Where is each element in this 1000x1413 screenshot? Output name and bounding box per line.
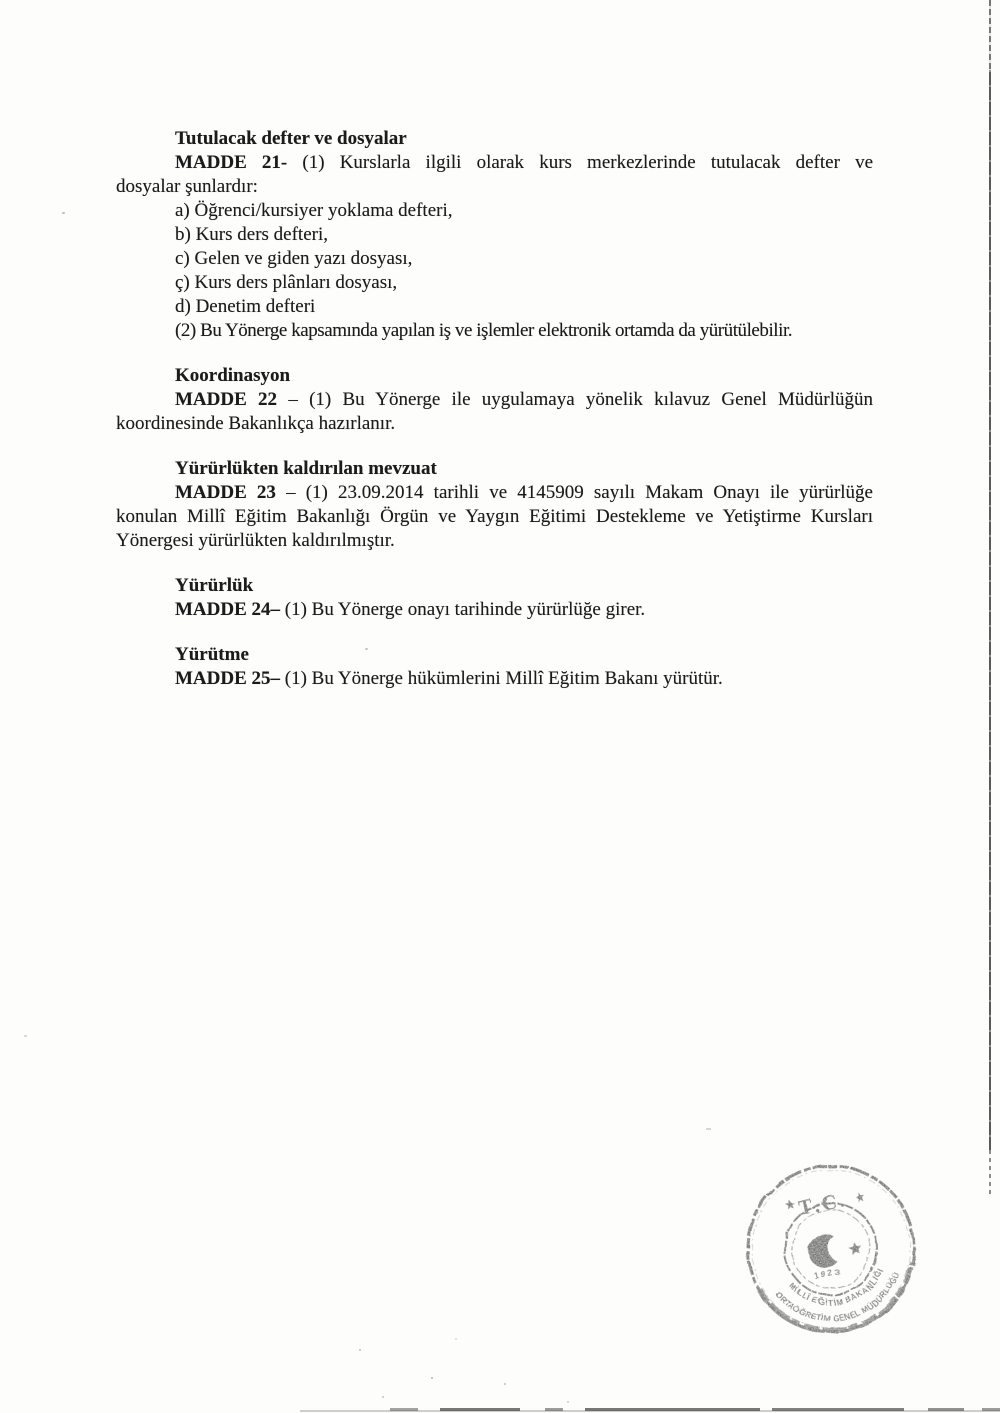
scan-edge-line bbox=[989, 70, 991, 1150]
madde-text: (1) Bu Yönerge hükümlerini Millî Eğitim Bakanı yürütür. bbox=[284, 668, 723, 689]
madde-23-line bbox=[116, 481, 873, 505]
body-line: konulan Millî Eğitim Bakanlığı Örgün ve Yaygın Eğitimi Destekleme ve Yetiştirme Kursları bbox=[116, 506, 873, 527]
crescent-icon bbox=[806, 1232, 839, 1270]
madde-label: MADDE 22 bbox=[175, 389, 278, 410]
section-kept-records bbox=[116, 127, 873, 343]
scan-speck bbox=[365, 648, 368, 650]
stamp-top-text: T.C. bbox=[796, 1187, 850, 1220]
scan-speck bbox=[567, 1401, 569, 1403]
madde-label: MADDE 24– bbox=[175, 599, 281, 620]
madde-24-line bbox=[116, 598, 873, 622]
madde-label: MADDE 21- bbox=[175, 152, 288, 173]
scan-speck bbox=[455, 1338, 457, 1340]
star-icon bbox=[854, 1192, 865, 1202]
madde-25-line bbox=[116, 667, 873, 691]
stamp-svg bbox=[736, 1154, 926, 1344]
section-heading: Tutulacak defter ve dosyalar bbox=[175, 128, 407, 149]
scan-speck bbox=[359, 1349, 361, 1351]
scan-bottom-artifact bbox=[390, 1408, 418, 1411]
madde-text: – (1) 23.09.2014 tarihli ve 4145909 sayılı Makam Onayı ile yürürlüğe bbox=[286, 482, 873, 503]
scan-speck bbox=[62, 212, 65, 214]
official-stamp bbox=[736, 1154, 926, 1344]
stamp-outer-arc-text: ORTAÖĞRETİM GENEL MÜDÜRLÜĞÜ bbox=[773, 1270, 901, 1324]
stamp-year-text: 1923 bbox=[813, 1266, 843, 1282]
body-line: Yönergesi yürürlükten kaldırılmıştır. bbox=[116, 530, 395, 551]
section-heading: Koordinasyon bbox=[175, 365, 291, 386]
madde-22-line bbox=[116, 388, 873, 412]
body-line: koordinesinde Bakanlıkça hazırlanır. bbox=[116, 413, 396, 434]
madde-label: MADDE 23 bbox=[175, 482, 276, 503]
scan-speck bbox=[431, 1377, 433, 1379]
scan-bottom-artifact bbox=[772, 1408, 904, 1411]
madde-text: – (1) Bu Yönerge ile uygulamaya yönelik kılavuz Genel Müdürlüğün bbox=[288, 389, 873, 410]
scan-bottom-artifact bbox=[440, 1408, 520, 1411]
list-item-line: d) Denetim defteri bbox=[175, 296, 316, 317]
list-item-line: b) Kurs ders defteri, bbox=[175, 224, 329, 245]
section-effective-date bbox=[116, 574, 873, 622]
section-repealed-legislation bbox=[116, 457, 873, 553]
scan-bottom-artifact bbox=[982, 1408, 1000, 1411]
stamp-inner-arc-text: MİLLÎ EĞİTİM BAKANLIĞI bbox=[787, 1266, 886, 1308]
list-item-line: a) Öğrenci/kursiyer yoklama defteri, bbox=[175, 200, 453, 221]
list-item-line: ç) Kurs ders plânları dosyası, bbox=[175, 272, 398, 293]
clause-2-line: (2) Bu Yönerge kapsamında yapılan iş ve işlemler elektronik ortamda da yürütülebilir. bbox=[175, 320, 793, 341]
star-icon bbox=[784, 1199, 795, 1209]
document-text bbox=[116, 127, 873, 691]
scan-speck bbox=[24, 1035, 27, 1037]
scan-edge-line bbox=[989, 1150, 991, 1196]
section-execution bbox=[116, 643, 873, 691]
madde-text: (1) Bu Yönerge onayı tarihinde yürürlüğe girer. bbox=[284, 599, 646, 620]
scan-bottom-artifact bbox=[545, 1408, 563, 1411]
scan-bottom-artifact bbox=[585, 1408, 760, 1411]
body-line: dosyalar şunlardır: bbox=[116, 176, 258, 197]
madde-label: MADDE 25– bbox=[175, 668, 281, 689]
scan-bottom-artifact bbox=[928, 1408, 964, 1411]
section-heading: Yürürlük bbox=[175, 575, 254, 596]
scan-speck bbox=[382, 1396, 384, 1398]
section-heading: Yürütme bbox=[175, 644, 249, 665]
scan-speck bbox=[706, 1128, 711, 1130]
scan-speck bbox=[504, 1383, 506, 1385]
list-item-line: c) Gelen ve giden yazı dosyası, bbox=[175, 248, 413, 269]
section-heading: Yürürlükten kaldırılan mevzuat bbox=[175, 458, 437, 479]
star-icon bbox=[848, 1241, 863, 1256]
madde-text: (1) Kurslarla ilgili olarak kurs merkezlerinde tutulacak defter ve bbox=[302, 152, 874, 173]
scan-edge-line bbox=[989, 0, 991, 70]
madde-21-line bbox=[116, 151, 873, 175]
section-coordination bbox=[116, 364, 873, 436]
